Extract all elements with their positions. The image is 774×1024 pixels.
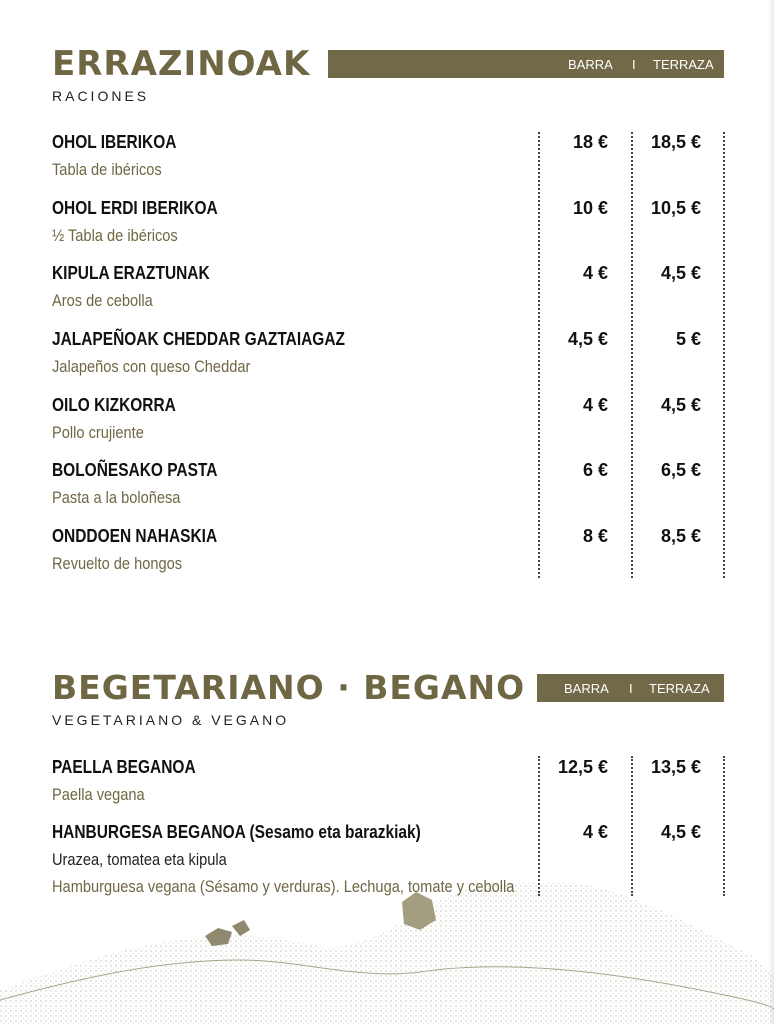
section-subtitle: VEGETARIANO & VEGANO xyxy=(52,712,290,728)
col-separator: I xyxy=(629,681,633,696)
item-desc: Pollo crujiente xyxy=(52,423,144,442)
item-name: KIPULA ERAZTUNAK xyxy=(52,263,210,283)
item-desc: Revuelto de hongos xyxy=(52,554,183,573)
item-desc: ½ Tabla de ibéricos xyxy=(52,226,178,245)
price-barra: 4 € xyxy=(582,822,608,842)
item-name: PAELLA BEGANOA xyxy=(52,757,196,777)
price-terraza: 6,5 € xyxy=(660,460,701,480)
item-desc: Hamburguesa vegana (Sésamo y verduras). Lechuga, tomate y cebolla xyxy=(52,877,515,896)
col-separator: I xyxy=(632,57,636,72)
section-title: ERRAZINOAK xyxy=(52,44,311,84)
price-barra: 4 € xyxy=(582,395,608,415)
price-barra: 18 € xyxy=(572,132,608,152)
col-terraza-label: TERRAZA xyxy=(653,57,714,72)
item-name: BOLOÑESAKO PASTA xyxy=(52,460,218,480)
price-barra: 8 € xyxy=(582,526,608,546)
price-terraza: 4,5 € xyxy=(660,822,701,842)
col-barra-label: BARRA xyxy=(564,681,609,696)
section-title: BEGETARIANO · BEGANO xyxy=(52,668,526,707)
column-divider xyxy=(723,756,725,896)
price-barra: 6 € xyxy=(582,460,608,480)
price-terraza: 4,5 € xyxy=(660,395,701,415)
item-desc-basque: Urazea, tomatea eta kipula xyxy=(52,850,227,869)
price-barra: 12,5 € xyxy=(557,757,608,777)
price-terraza: 13,5 € xyxy=(650,757,701,777)
price-barra: 10 € xyxy=(572,198,608,218)
section-subtitle: RACIONES xyxy=(52,88,150,104)
column-header-bar xyxy=(328,50,724,78)
item-desc: Aros de cebolla xyxy=(52,291,153,310)
price-terraza: 10,5 € xyxy=(650,198,701,218)
item-name: JALAPEÑOAK CHEDDAR GAZTAIAGAZ xyxy=(52,329,345,349)
price-terraza: 5 € xyxy=(675,329,701,349)
price-barra: 4 € xyxy=(582,263,608,283)
price-terraza: 4,5 € xyxy=(660,263,701,283)
item-name: OHOL IBERIKOA xyxy=(52,132,177,152)
price-terraza: 18,5 € xyxy=(650,132,701,152)
column-divider xyxy=(723,132,725,578)
column-header-bar xyxy=(537,674,724,702)
item-desc: Pasta a la boloñesa xyxy=(52,488,181,507)
item-desc: Jalapeños con queso Cheddar xyxy=(52,357,251,376)
item-name: OHOL ERDI IBERIKOA xyxy=(52,198,218,218)
price-barra: 4,5 € xyxy=(567,329,608,349)
item-desc: Paella vegana xyxy=(52,785,145,804)
item-name: OILO KIZKORRA xyxy=(52,395,176,415)
price-terraza: 8,5 € xyxy=(660,526,701,546)
item-name: ONDDOEN NAHASKIA xyxy=(52,526,218,546)
item-name: HANBURGESA BEGANOA (Sesamo eta barazkiak) xyxy=(52,822,421,842)
col-terraza-label: TERRAZA xyxy=(649,681,710,696)
col-barra-label: BARRA xyxy=(568,57,613,72)
item-desc: Tabla de ibéricos xyxy=(52,160,162,179)
